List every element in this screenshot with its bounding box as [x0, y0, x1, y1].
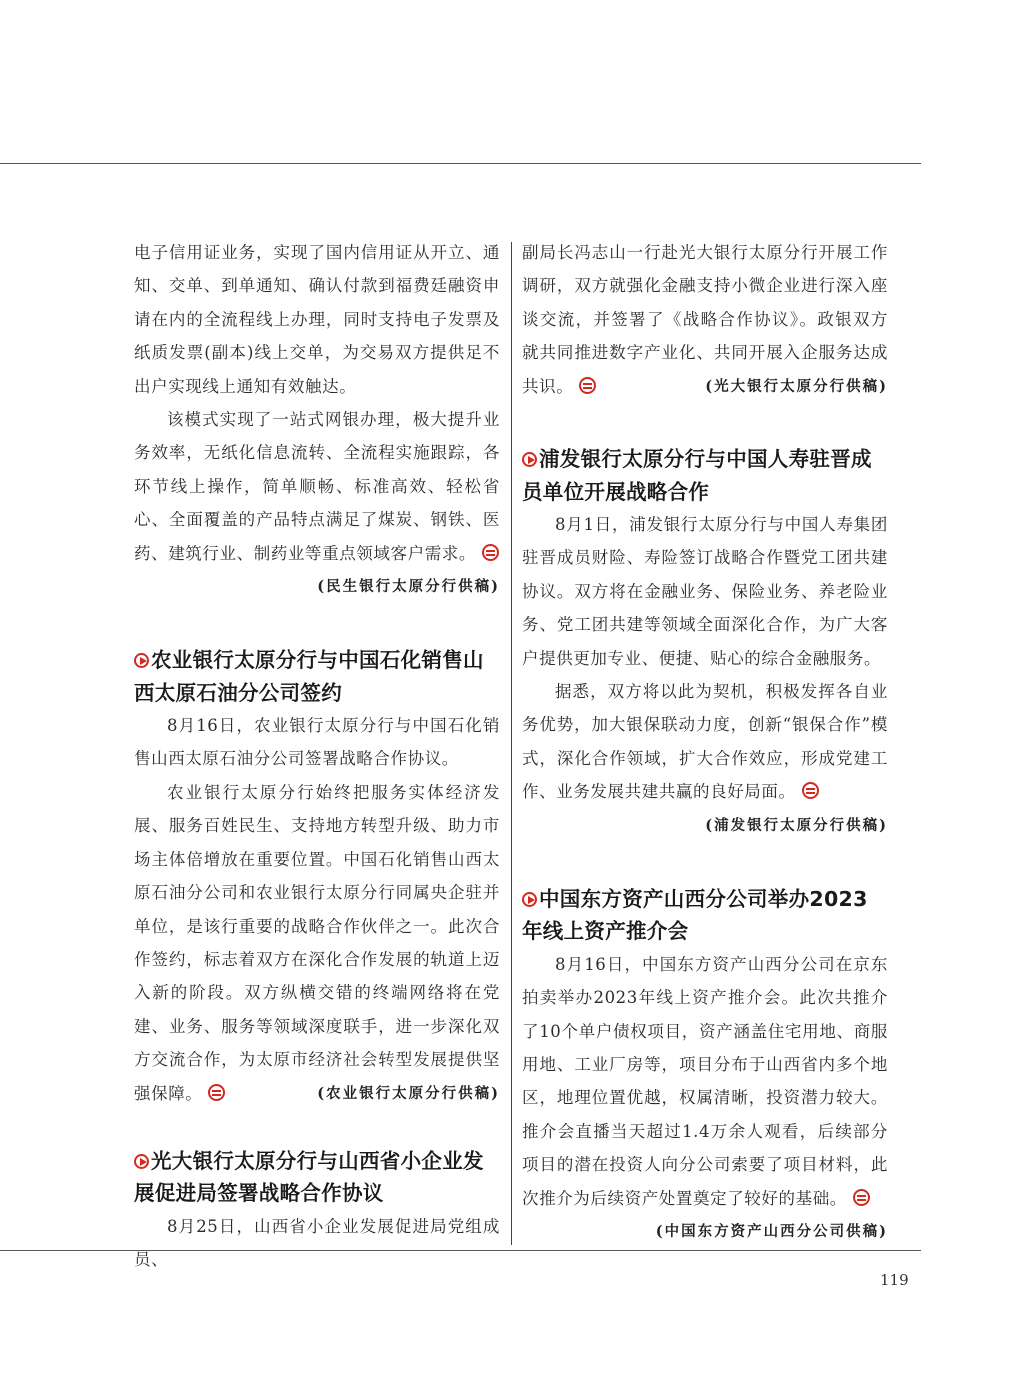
page-number: 119	[880, 1271, 909, 1289]
article-credit: (光大银行太原分行供稿)	[705, 377, 888, 395]
article-credit: (民生银行太原分行供稿)	[317, 578, 500, 596]
column-divider	[511, 242, 512, 1245]
end-mark-icon	[802, 782, 819, 799]
article-credit: (浦发银行太原分行供稿)	[705, 816, 888, 834]
end-mark-icon	[208, 1084, 225, 1101]
article-credit: (农业银行太原分行供稿)	[317, 1084, 500, 1102]
article-paragraph: 8月16日，中国东方资产山西分公司在京东拍卖举办2023年线上资产推介会。此次共推介了10个单户债权项目，资产涵盖住宅用地、商服用地、工业厂房等，项目分布于山西省内多个地区，地理位置优越，权属清晰，投资潜力较大。推介会直播当天超过1.4万余人观看，后续部分项目的潜在投资人向分公司索要了项目材料，此次推介为后续资产处置奠定了较好的基础。	[522, 954, 888, 1208]
article-credit: (中国东方资产山西分公司供稿)	[655, 1222, 888, 1240]
article-paragraph: 8月1日，浦发银行太原分行与中国人寿集团驻晋成员财险、寿险签订战略合作暨党工团共建协议。双方将在金融业务、保险业务、养老险业务、党工团共建等领域全面深化合作，为广大客户提供更加专业、便捷、贴心的综合金融服务。	[522, 515, 888, 668]
article-paragraph: 8月25日，山西省小企业发展促进局党组成员、	[134, 1216, 500, 1270]
top-rule	[0, 163, 921, 164]
article-paragraph: 8月16日，农业银行太原分行与中国石化销售山西太原石油分公司签署战略合作协议。	[134, 716, 500, 769]
article-paragraph: 该模式实现了一站式网银办理，极大提升业务效率，无纸化信息流转、全流程实施跟踪，各环节线上操作，简单顺畅、标准高效、轻松省心、全面覆盖的产品特点满足了煤炭、钢铁、医药、建筑行业、制药业等重点领域客户需求。	[134, 410, 500, 563]
right-column	[522, 236, 888, 1249]
article-paragraph: 副局长冯志山一行赴光大银行太原分行开展工作调研，双方就强化金融支持小微企业进行深入座谈交流，并签署了《战略合作协议》。政银双方就共同推进数字产业化、共同开展入企服务达成共识。 (光大银行太原分行供稿)	[522, 236, 888, 403]
play-circle-icon	[134, 1154, 149, 1169]
article-heading: 中国东方资产山西分公司举办2023年线上资产推介会	[522, 886, 868, 944]
article-heading: 浦发银行太原分行与中国人寿驻晋成员单位开展战略合作	[522, 447, 872, 504]
play-circle-icon	[522, 892, 537, 907]
end-mark-icon	[482, 544, 499, 561]
article-heading: 农业银行太原分行与中国石化销售山西太原石油分公司签约	[134, 648, 484, 705]
left-column	[134, 236, 500, 1277]
article-paragraph: 据悉，双方将以此为契机，积极发挥各自业务优势，加大银保联动力度，创新“银保合作”模式，深化合作领域，扩大合作效应，形成党建工作、业务发展共建共赢的良好局面。	[522, 682, 888, 802]
play-circle-icon	[134, 653, 149, 668]
article-paragraph: 电子信用证业务，实现了国内信用证从开立、通知、交单、到单通知、确认付款到福费廷融资申请在内的全流程线上办理，同时支持电子发票及纸质发票(副本)线上交单，为交易双方提供足不出户实现线上通知有效触达。	[134, 243, 500, 396]
end-mark-icon	[853, 1189, 870, 1206]
article-paragraph: 农业银行太原分行始终把服务实体经济发展、服务百姓民生、支持地方转型升级、助力市场主体倍增放在重要位置。中国石化销售山西太原石油分公司和农业银行太原分行同属央企驻并单位，是该行重要的战略合作伙伴之一。此次合作签约，标志着双方在深化合作发展的轨道上迈入新的阶段。双方纵横交错的终端网络将在党建、业务、服务等领域深度联手，进一步深化双方交流合作，为太原市经济社会转型发展提供坚强保障。 (农业银行太原分行供稿)	[134, 776, 500, 1110]
article-heading: 光大银行太原分行与山西省小企业发展促进局签署战略合作协议	[134, 1148, 484, 1206]
play-circle-icon	[522, 452, 537, 467]
end-mark-icon	[579, 377, 596, 394]
